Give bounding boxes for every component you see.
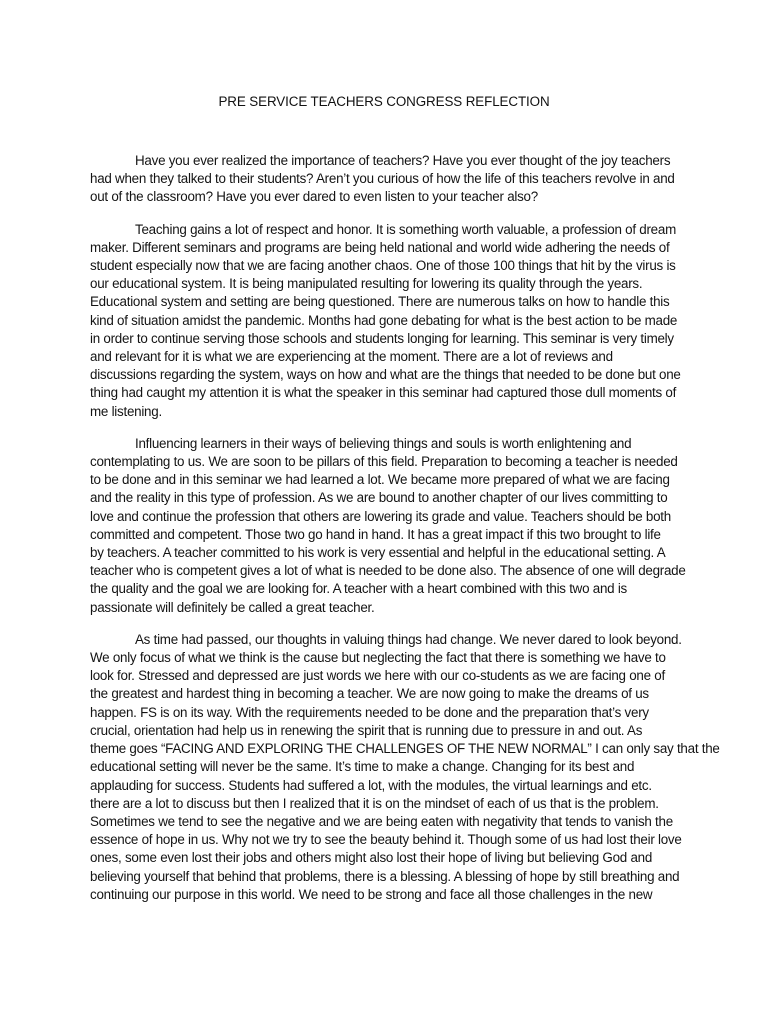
text-line: theme goes “FACING AND EXPLORING THE CHALLENGES OF THE NEW NORMAL” I can only say that the [90,741,720,757]
text-line: in order to continue serving those schools and students longing for learning. This seminar is very timely [90,330,674,346]
text-line: the quality and the goal we are looking for. A teacher with a heart combined with this two and is [90,581,628,597]
text-line: me listening. [90,403,162,419]
document-body [90,152,720,918]
text-line: our educational system. It is being manipulated resulting for lowering its quality through the years. [90,276,643,292]
text-line: educational setting will never be the same. It’s time to make a change. Changing for its best and [90,759,635,775]
paragraph [90,435,690,617]
text-line: thing had caught my attention it is what the speaker in this seminar had captured those dull moments of [90,385,677,401]
text-line: kind of situation amidst the pandemic. Months had gone debating for what is the best action to be made [90,312,678,328]
paragraph [90,631,720,904]
text-line: believing yourself that behind that problems, there is a blessing. A blessing of hope by still breathing and [90,868,680,884]
text-line: love and continue the profession that others are lowering its grade and value. Teachers should be both [90,508,671,524]
text-line: continuing our purpose in this world. We need to be strong and face all those challenges in the new [90,886,653,902]
text-line: and relevant for it is what we are experiencing at the moment. There are a lot of reviews and [90,349,613,365]
document-title: PRE SERVICE TEACHERS CONGRESS REFLECTION [218,94,550,109]
text-line: to be done and in this seminar we had learned a lot. We became more prepared of what we are facing [90,472,670,488]
text-line: passionate will definitely be called a great teacher. [90,599,375,615]
paragraph [90,152,690,207]
text-line: maker. Different seminars and programs are being held national and world wide adhering the needs of [90,239,670,255]
text-line: the greatest and hardest thing in becoming a teacher. We are now going to make the dreams of us [90,686,649,702]
text-line: essence of hope in us. Why not we try to see the beauty behind it. Though some of us had lost their love [90,832,682,848]
text-line: ones, some even lost their jobs and others might also lost their hope of living but believing God and [90,850,653,866]
text-line: look for. Stressed and depressed are just words we here with our co-students as we are facing one of [90,668,665,684]
text-line: applauding for success. Students had suffered a lot, with the modules, the virtual learnings and etc. [90,777,652,793]
text-line: contemplating to us. We are soon to be pillars of this field. Preparation to becoming a teacher is needed [90,454,678,470]
text-line: Influencing learners in their ways of believing things and souls is worth enlightening and [135,435,632,451]
text-line: committed and competent. Those two go hand in hand. It has a great impact if this two brought to life [90,526,661,542]
paragraph [90,221,690,421]
text-line: student especially now that we are facing another chaos. One of those 100 things that hit by the virus is [90,258,676,274]
text-line: As time had passed, our thoughts in valuing things had change. We never dared to look beyond. [135,631,682,647]
text-line: happen. FS is on its way. With the requirements needed to be done and the preparation that’s very [90,704,649,720]
text-line: Educational system and setting are being questioned. There are numerous talks on how to handle this [90,294,670,310]
text-line: Have you ever realized the importance of teachers? Have you ever thought of the joy teachers [135,153,671,168]
text-line: Sometimes we tend to see the negative and we are being eaten with negativity that tends to vanish the [90,813,673,829]
text-line: discussions regarding the system, ways on how and what are the things that needed to be done but one [90,367,681,383]
text-line: teacher who is competent gives a lot of what is needed to be done also. The absence of one will degrade [90,563,686,579]
text-line: out of the classroom? Have you ever dared to even listen to your teacher also? [90,189,538,205]
text-line: there are a lot to discuss but then I realized that it is on the mindset of each of us that is the problem. [90,795,659,811]
text-line: had when they talked to their students? Aren’t you curious of how the life of this teachers revolve in and [90,171,675,187]
text-line: crucial, orientation had help us in renewing the spirit that is running due to pressure in and out. As [90,722,643,738]
text-line: and the reality in this type of profession. As we are bound to another chapter of our lives committing to [90,490,668,506]
text-line: We only focus of what we think is the cause but neglecting the fact that there is something we have to [90,650,666,666]
text-line: by teachers. A teacher committed to his work is very essential and helpful in the educational setting. A [90,545,666,561]
text-line: Teaching gains a lot of respect and honor. It is something worth valuable, a profession of dream [135,221,676,237]
